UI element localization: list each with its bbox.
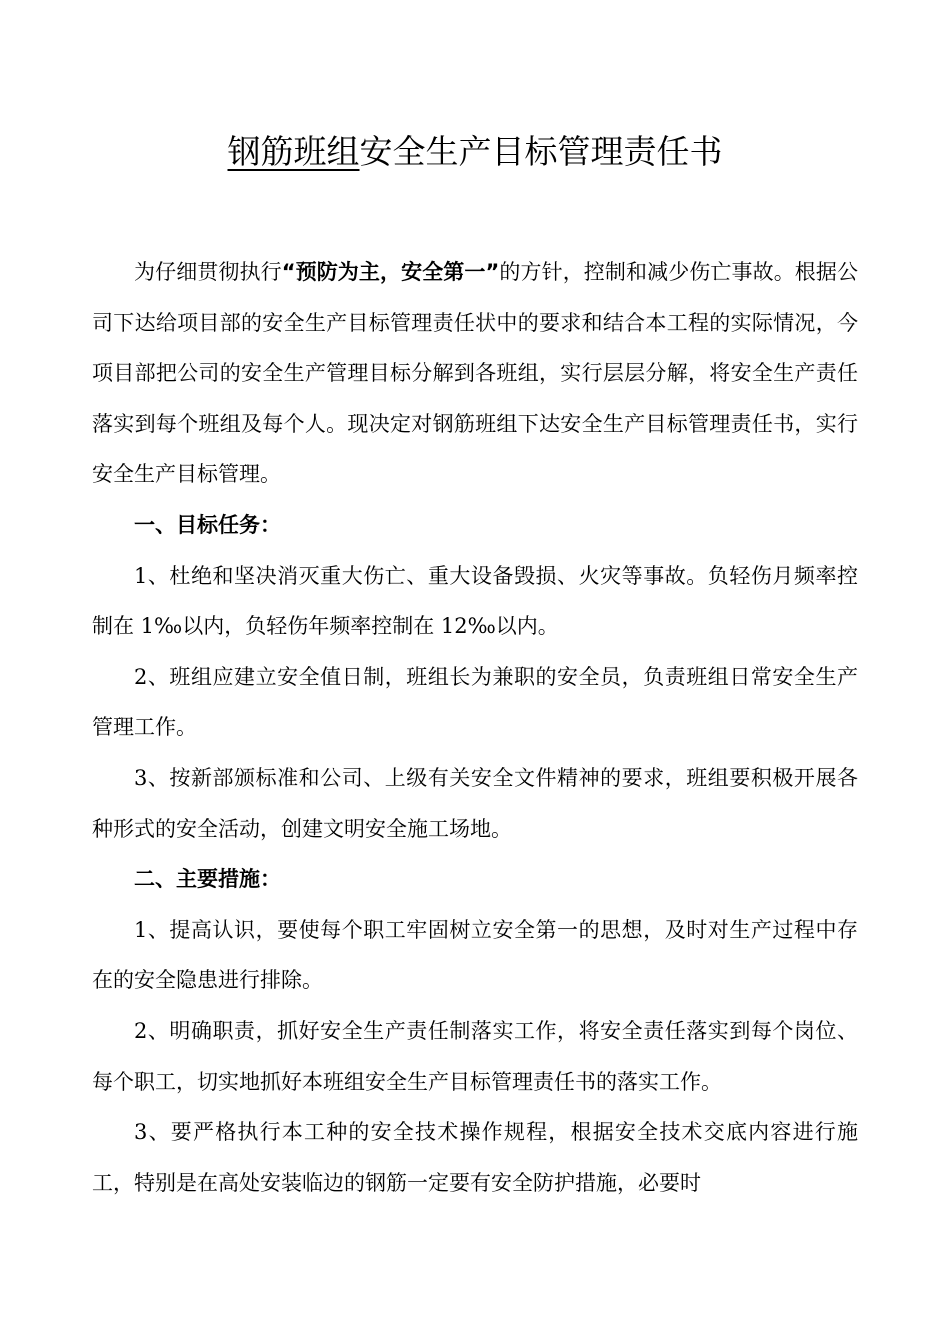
intro-after: 的方针，控制和减少伤亡事故。根据公司下达给项目部的安全生产目标管理责任状中的要求和结合本工程的实际情况，今项目部把公司的安全生产管理目标分解到各班组，实行层层分解，将安全生产责任落实到每个班组及每个人。现决定对钢筋班组下达安全生产目标管理责任书，实行安全生产目标管理。 [92,260,859,487]
measure-item-2: 2、明确职责，抓好安全生产责任制落实工作，将安全责任落实到每个岗位、每个职工，切实地抓好本班组安全生产目标管理责任书的落实工作。 [92,1018,858,1094]
document-body [92,247,858,1208]
measure-item-1: 1、提高认识，要使每个职工牢固树立安全第一的思想，及时对生产过程中存在的安全隐患进行排除。 [92,917,858,993]
section-heading-measures: 二、主要措施： [134,867,281,892]
measure-item-3: 3、要严格执行本工种的安全技术操作规程，根据安全技术交底内容进行施工，特别是在高处安装临边的钢筋一定要有安全防护措施，必要时 [92,1120,858,1195]
section-heading-goals: 一、目标任务： [134,512,281,537]
intro-slogan: “预防为主，安全第一” [281,260,500,284]
title-rest: 安全生产目标管理责任书 [359,132,723,171]
goal-item-2: 2、班组应建立安全值日制，班组长为兼职的安全员，负责班组日常安全生产管理工作。 [92,664,858,740]
goal-item-1: 1、杜绝和坚决消灭重大伤亡、重大设备毁损、火灾等事故。负轻伤月频率控制在 1‰以内，负轻伤年频率控制在 12‰以内。 [92,563,858,639]
intro-before: 为仔细贯彻执行 [134,260,282,284]
title-team-name: 钢筋班组 [227,132,360,171]
intro-paragraph [92,247,858,500]
document-title [0,128,950,176]
goal-item-3: 3、按新部颁标准和公司、上级有关安全文件精神的要求，班组要积极开展各种形式的安全活动，创建文明安全施工场地。 [92,765,858,841]
